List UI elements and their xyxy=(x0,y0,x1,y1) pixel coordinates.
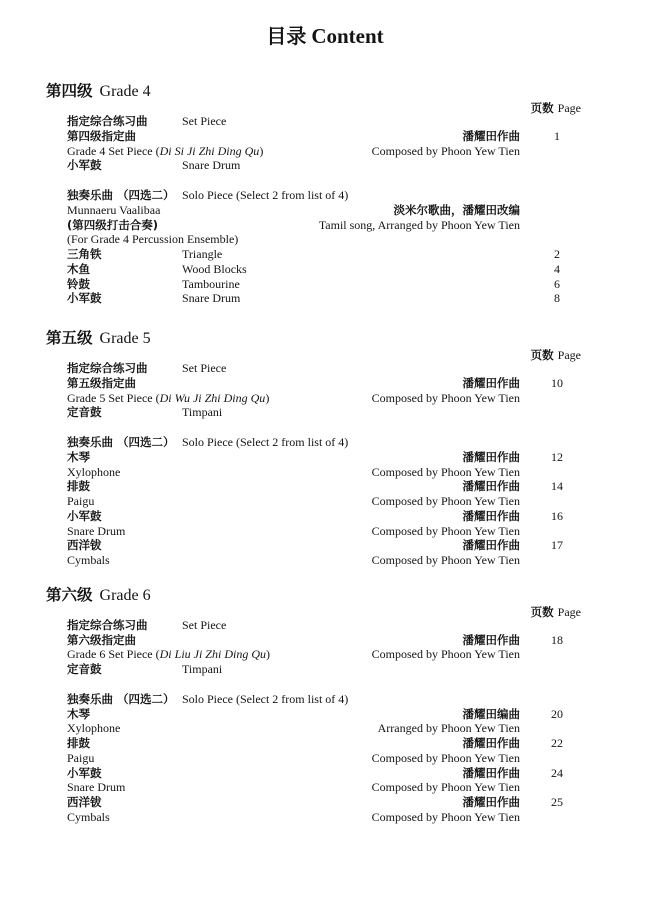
text-zh: 潘耀田作曲 xyxy=(462,479,520,494)
row-col-left xyxy=(67,203,160,218)
toc-row xyxy=(0,262,650,277)
row-col-right xyxy=(463,509,521,524)
row-page-number: 18 xyxy=(551,632,563,647)
row-page-number: 24 xyxy=(551,765,563,780)
text-en: Composed by Phoon Yew Tien xyxy=(371,494,520,508)
page-label-en: Page xyxy=(557,348,581,362)
row-col-mid xyxy=(182,405,222,420)
text-zh: 第四级指定曲 xyxy=(67,128,136,143)
row-col-right xyxy=(372,780,520,795)
row-col-right xyxy=(372,751,520,766)
row-col-left xyxy=(67,247,102,262)
text-en: Munnaeru Vaalibaa xyxy=(67,202,161,217)
row-col-right xyxy=(463,129,521,144)
row-col-left xyxy=(67,144,263,159)
row-col-right xyxy=(372,810,520,825)
text-zh: 潘耀田作曲 xyxy=(462,632,520,647)
toc-row xyxy=(0,692,650,707)
row-col-left xyxy=(67,391,269,406)
section-heading-en: Grade 4 xyxy=(99,83,151,100)
toc-row xyxy=(0,751,650,766)
text-zh: 潘耀田作曲 xyxy=(462,795,520,809)
toc-row xyxy=(0,618,650,633)
row-col-left xyxy=(67,450,90,465)
row-page-number: 1 xyxy=(554,128,560,143)
toc-row xyxy=(0,707,650,722)
row-col-left xyxy=(67,361,148,376)
text-zh: 三角铁 xyxy=(67,247,102,261)
toc-row xyxy=(0,524,650,539)
text-zh: 西洋钹 xyxy=(67,538,102,553)
section-heading-en: Grade 6 xyxy=(99,586,151,604)
row-block xyxy=(0,114,650,173)
row-col-right xyxy=(372,494,520,509)
section-heading xyxy=(46,586,650,605)
row-col-left xyxy=(67,780,125,795)
text-en: Snare Drum xyxy=(67,780,126,795)
toc-row xyxy=(0,795,650,810)
page-label-zh: 页数 xyxy=(530,604,554,619)
row-col-left xyxy=(67,188,175,203)
grade-section xyxy=(0,586,650,825)
row-col-right xyxy=(463,736,521,751)
row-col-left xyxy=(67,114,148,129)
grade-section xyxy=(0,82,650,306)
row-col-left xyxy=(67,435,175,450)
row-col-left xyxy=(67,707,90,722)
row-page-number: 25 xyxy=(551,795,563,809)
toc-row xyxy=(0,450,650,465)
page-title xyxy=(0,0,650,51)
section-heading-zh: 第四级 xyxy=(46,82,93,100)
toc-row xyxy=(0,188,650,203)
row-col-left xyxy=(67,736,90,751)
text-zh: 潘耀田作曲 xyxy=(462,736,520,750)
text-en: Triangle xyxy=(182,247,223,261)
row-col-mid xyxy=(182,158,240,173)
row-block xyxy=(0,692,650,825)
section-heading xyxy=(46,329,650,348)
row-col-right xyxy=(463,795,521,810)
row-col-right xyxy=(378,721,520,736)
section-heading-en: Grade 5 xyxy=(99,330,151,347)
text-zh: 独奏乐曲 （四选二） xyxy=(67,691,175,706)
text-zh: 小军鼓 xyxy=(67,508,102,523)
text-en: Solo Piece (Select 2 from list of 4) xyxy=(182,435,349,449)
row-col-mid xyxy=(182,291,240,306)
text-en: Composed by Phoon Yew Tien xyxy=(371,809,520,824)
toc-row xyxy=(0,158,650,173)
text-en: Cymbals xyxy=(67,553,110,567)
row-col-mid xyxy=(182,361,226,376)
row-col-left xyxy=(67,721,120,736)
toc-row xyxy=(0,144,650,159)
row-col-left xyxy=(67,494,94,509)
text-zh: 潘耀田作曲 xyxy=(462,128,520,143)
row-col-mid xyxy=(182,618,226,633)
text-en: ) xyxy=(259,143,264,158)
text-en: Solo Piece (Select 2 from list of 4) xyxy=(182,188,349,202)
text-zh: 独奏乐曲 （四选二） xyxy=(67,435,175,449)
text-en: Solo Piece (Select 2 from list of 4) xyxy=(182,691,349,706)
text-zh: 淡米尔歌曲，潘耀田改编 xyxy=(393,202,520,217)
toc-row xyxy=(0,766,650,781)
toc-row xyxy=(0,232,650,247)
text-en: Di Si Ji Zhi Ding Qu xyxy=(159,143,260,158)
text-en: Composed by Phoon Yew Tien xyxy=(371,390,520,405)
row-block xyxy=(0,618,650,677)
text-en: Snare Drum xyxy=(67,523,126,538)
text-zh: 小军鼓 xyxy=(67,158,102,173)
text-en: Set Piece xyxy=(182,114,227,128)
row-col-right xyxy=(372,391,520,406)
row-col-mid xyxy=(182,662,222,677)
text-en: Paigu xyxy=(67,494,95,508)
text-en: Timpani xyxy=(182,662,223,676)
row-page-number: 22 xyxy=(551,736,563,750)
page-column-label xyxy=(0,101,650,114)
row-col-mid xyxy=(182,114,226,129)
toc-row xyxy=(0,647,650,662)
text-en: Set Piece xyxy=(182,617,227,632)
toc-row xyxy=(0,361,650,376)
toc-row xyxy=(0,277,650,292)
row-col-right xyxy=(372,465,520,480)
text-en: Composed by Phoon Yew Tien xyxy=(371,647,520,662)
row-col-left xyxy=(67,795,102,810)
row-col-left xyxy=(67,262,90,277)
toc-row xyxy=(0,247,650,262)
row-col-left xyxy=(67,647,270,662)
text-zh: 潘耀田作曲 xyxy=(462,508,520,523)
text-zh: 潘耀田作曲 xyxy=(462,375,520,390)
text-en: Tambourine xyxy=(182,276,240,291)
toc-row xyxy=(0,114,650,129)
row-col-right xyxy=(463,707,521,722)
row-page-number: 2 xyxy=(554,247,560,261)
row-page-number: 8 xyxy=(554,291,560,306)
row-col-left xyxy=(67,692,175,707)
text-en: (For Grade 4 Percussion Ensemble) xyxy=(67,232,239,247)
text-zh: 指定综合练习曲 xyxy=(67,361,148,375)
row-block xyxy=(0,361,650,420)
text-en: Composed by Phoon Yew Tien xyxy=(371,143,520,158)
row-col-left xyxy=(67,158,102,173)
row-page-number: 14 xyxy=(551,479,563,494)
row-col-left xyxy=(67,291,102,306)
text-zh: 排鼓 xyxy=(67,736,90,750)
text-en: Cymbals xyxy=(67,809,110,824)
row-col-left xyxy=(67,633,136,648)
text-zh: 定音鼓 xyxy=(67,405,102,420)
toc-row xyxy=(0,465,650,480)
text-zh: 指定综合练习曲 xyxy=(67,114,148,128)
row-col-mid xyxy=(182,277,240,292)
toc-row xyxy=(0,203,650,218)
toc-row xyxy=(0,376,650,391)
section-heading-zh: 第五级 xyxy=(46,329,93,347)
row-page-number: 4 xyxy=(554,261,560,276)
toc-row xyxy=(0,721,650,736)
text-zh: 小军鼓 xyxy=(67,765,102,780)
row-col-left xyxy=(67,766,102,781)
text-en: Tamil song, Arranged by Phoon Yew Tien xyxy=(318,217,520,232)
row-col-right xyxy=(463,766,521,781)
toc-row xyxy=(0,494,650,509)
section-heading xyxy=(46,82,650,101)
row-col-right xyxy=(319,218,520,233)
row-col-mid xyxy=(182,435,348,450)
sections xyxy=(0,82,650,825)
page-column-label xyxy=(0,605,650,618)
row-col-left xyxy=(67,553,110,568)
text-en: Paigu xyxy=(67,750,95,765)
text-en: Wood Blocks xyxy=(182,261,247,276)
section-heading-zh: 第六级 xyxy=(46,585,93,604)
toc-row xyxy=(0,435,650,450)
text-en: Timpani xyxy=(182,405,223,420)
page-column-label xyxy=(0,348,650,361)
row-col-left xyxy=(67,218,158,233)
text-zh: 第六级指定曲 xyxy=(67,632,136,647)
row-col-left xyxy=(67,662,102,677)
text-zh: 小军鼓 xyxy=(67,291,102,306)
grade-section xyxy=(0,329,650,568)
row-col-left xyxy=(67,479,90,494)
row-page-number: 10 xyxy=(551,375,563,390)
row-col-right xyxy=(463,538,521,553)
row-col-right xyxy=(372,524,520,539)
text-zh: 木琴 xyxy=(67,449,90,464)
row-col-mid xyxy=(182,262,247,277)
row-col-left xyxy=(67,405,102,420)
text-en: Snare Drum xyxy=(182,158,241,173)
row-col-right xyxy=(463,376,521,391)
row-page-number: 16 xyxy=(551,508,563,523)
text-en: Grade 4 Set Piece ( xyxy=(67,143,160,158)
text-en: Composed by Phoon Yew Tien xyxy=(371,553,520,567)
text-en: Snare Drum xyxy=(182,291,241,306)
row-col-right xyxy=(394,203,521,218)
text-en: Composed by Phoon Yew Tien xyxy=(371,750,520,765)
row-col-left xyxy=(67,810,110,825)
row-col-mid xyxy=(182,247,222,262)
row-page-number: 17 xyxy=(551,538,563,553)
toc-row xyxy=(0,810,650,825)
toc-row xyxy=(0,553,650,568)
page-title-zh: 目录 xyxy=(266,24,307,48)
text-zh: 指定综合练习曲 xyxy=(67,617,148,632)
text-en: Grade 5 Set Piece ( xyxy=(67,390,160,405)
toc-row xyxy=(0,218,650,233)
toc-row xyxy=(0,736,650,751)
row-col-right xyxy=(372,647,520,662)
row-col-left xyxy=(67,751,94,766)
text-zh: 定音鼓 xyxy=(67,662,102,676)
text-en: Composed by Phoon Yew Tien xyxy=(371,523,520,538)
text-zh: 独奏乐曲 （四选二） xyxy=(67,188,175,202)
row-col-left xyxy=(67,509,102,524)
row-col-left xyxy=(67,465,120,480)
row-col-mid xyxy=(182,188,348,203)
row-block xyxy=(0,188,650,306)
text-zh: 排鼓 xyxy=(67,479,90,494)
text-zh: 第五级指定曲 xyxy=(67,375,136,390)
text-zh: 潘耀田作曲 xyxy=(462,765,520,780)
text-zh: 潘耀田编曲 xyxy=(462,706,520,721)
row-page-number: 6 xyxy=(554,276,560,291)
text-en: ) xyxy=(265,390,270,405)
toc-row xyxy=(0,129,650,144)
text-en: Set Piece xyxy=(182,361,227,375)
text-zh: 潘耀田作曲 xyxy=(462,538,520,553)
text-zh: 铃鼓 xyxy=(67,276,90,291)
text-zh: 木琴 xyxy=(67,706,90,721)
text-en: Xylophone xyxy=(67,721,121,736)
row-page-number: 20 xyxy=(551,706,563,721)
text-en: Di Liu Ji Zhi Ding Qu xyxy=(159,647,266,662)
row-col-right xyxy=(463,479,521,494)
toc-row xyxy=(0,405,650,420)
row-col-left xyxy=(67,538,102,553)
row-col-right xyxy=(372,144,520,159)
row-col-left xyxy=(67,524,125,539)
text-en: Xylophone xyxy=(67,464,121,479)
toc-row xyxy=(0,538,650,553)
row-col-right xyxy=(463,450,521,465)
text-en: ) xyxy=(265,647,270,662)
page-label-en: Page xyxy=(557,101,581,115)
toc-row xyxy=(0,291,650,306)
row-col-mid xyxy=(182,692,348,707)
text-en: Arranged by Phoon Yew Tien xyxy=(377,721,520,736)
text-zh: 木鱼 xyxy=(67,261,90,276)
row-col-left xyxy=(67,618,148,633)
page-title-en: Content xyxy=(311,24,384,48)
page-label-zh: 页数 xyxy=(530,101,554,115)
row-col-right xyxy=(372,553,520,568)
text-en: Composed by Phoon Yew Tien xyxy=(371,464,520,479)
row-col-left xyxy=(67,129,136,144)
row-col-left xyxy=(67,376,136,391)
toc-row xyxy=(0,479,650,494)
text-zh: 西洋钹 xyxy=(67,795,102,809)
toc-row xyxy=(0,633,650,648)
text-zh: (第四级打击合奏) xyxy=(67,217,159,232)
row-col-left xyxy=(67,232,238,247)
row-page-number: 12 xyxy=(551,449,563,464)
text-en: Di Wu Ji Zhi Ding Qu xyxy=(159,390,266,405)
row-col-left xyxy=(67,277,90,292)
row-col-right xyxy=(463,633,521,648)
page-label-zh: 页数 xyxy=(530,348,554,362)
toc-row xyxy=(0,391,650,406)
toc-row xyxy=(0,780,650,795)
text-en: Composed by Phoon Yew Tien xyxy=(371,780,520,795)
text-en: Grade 6 Set Piece ( xyxy=(67,647,160,662)
toc-row xyxy=(0,509,650,524)
toc-row xyxy=(0,662,650,677)
page-label-en: Page xyxy=(557,604,581,619)
row-block xyxy=(0,435,650,568)
text-zh: 潘耀田作曲 xyxy=(462,449,520,464)
